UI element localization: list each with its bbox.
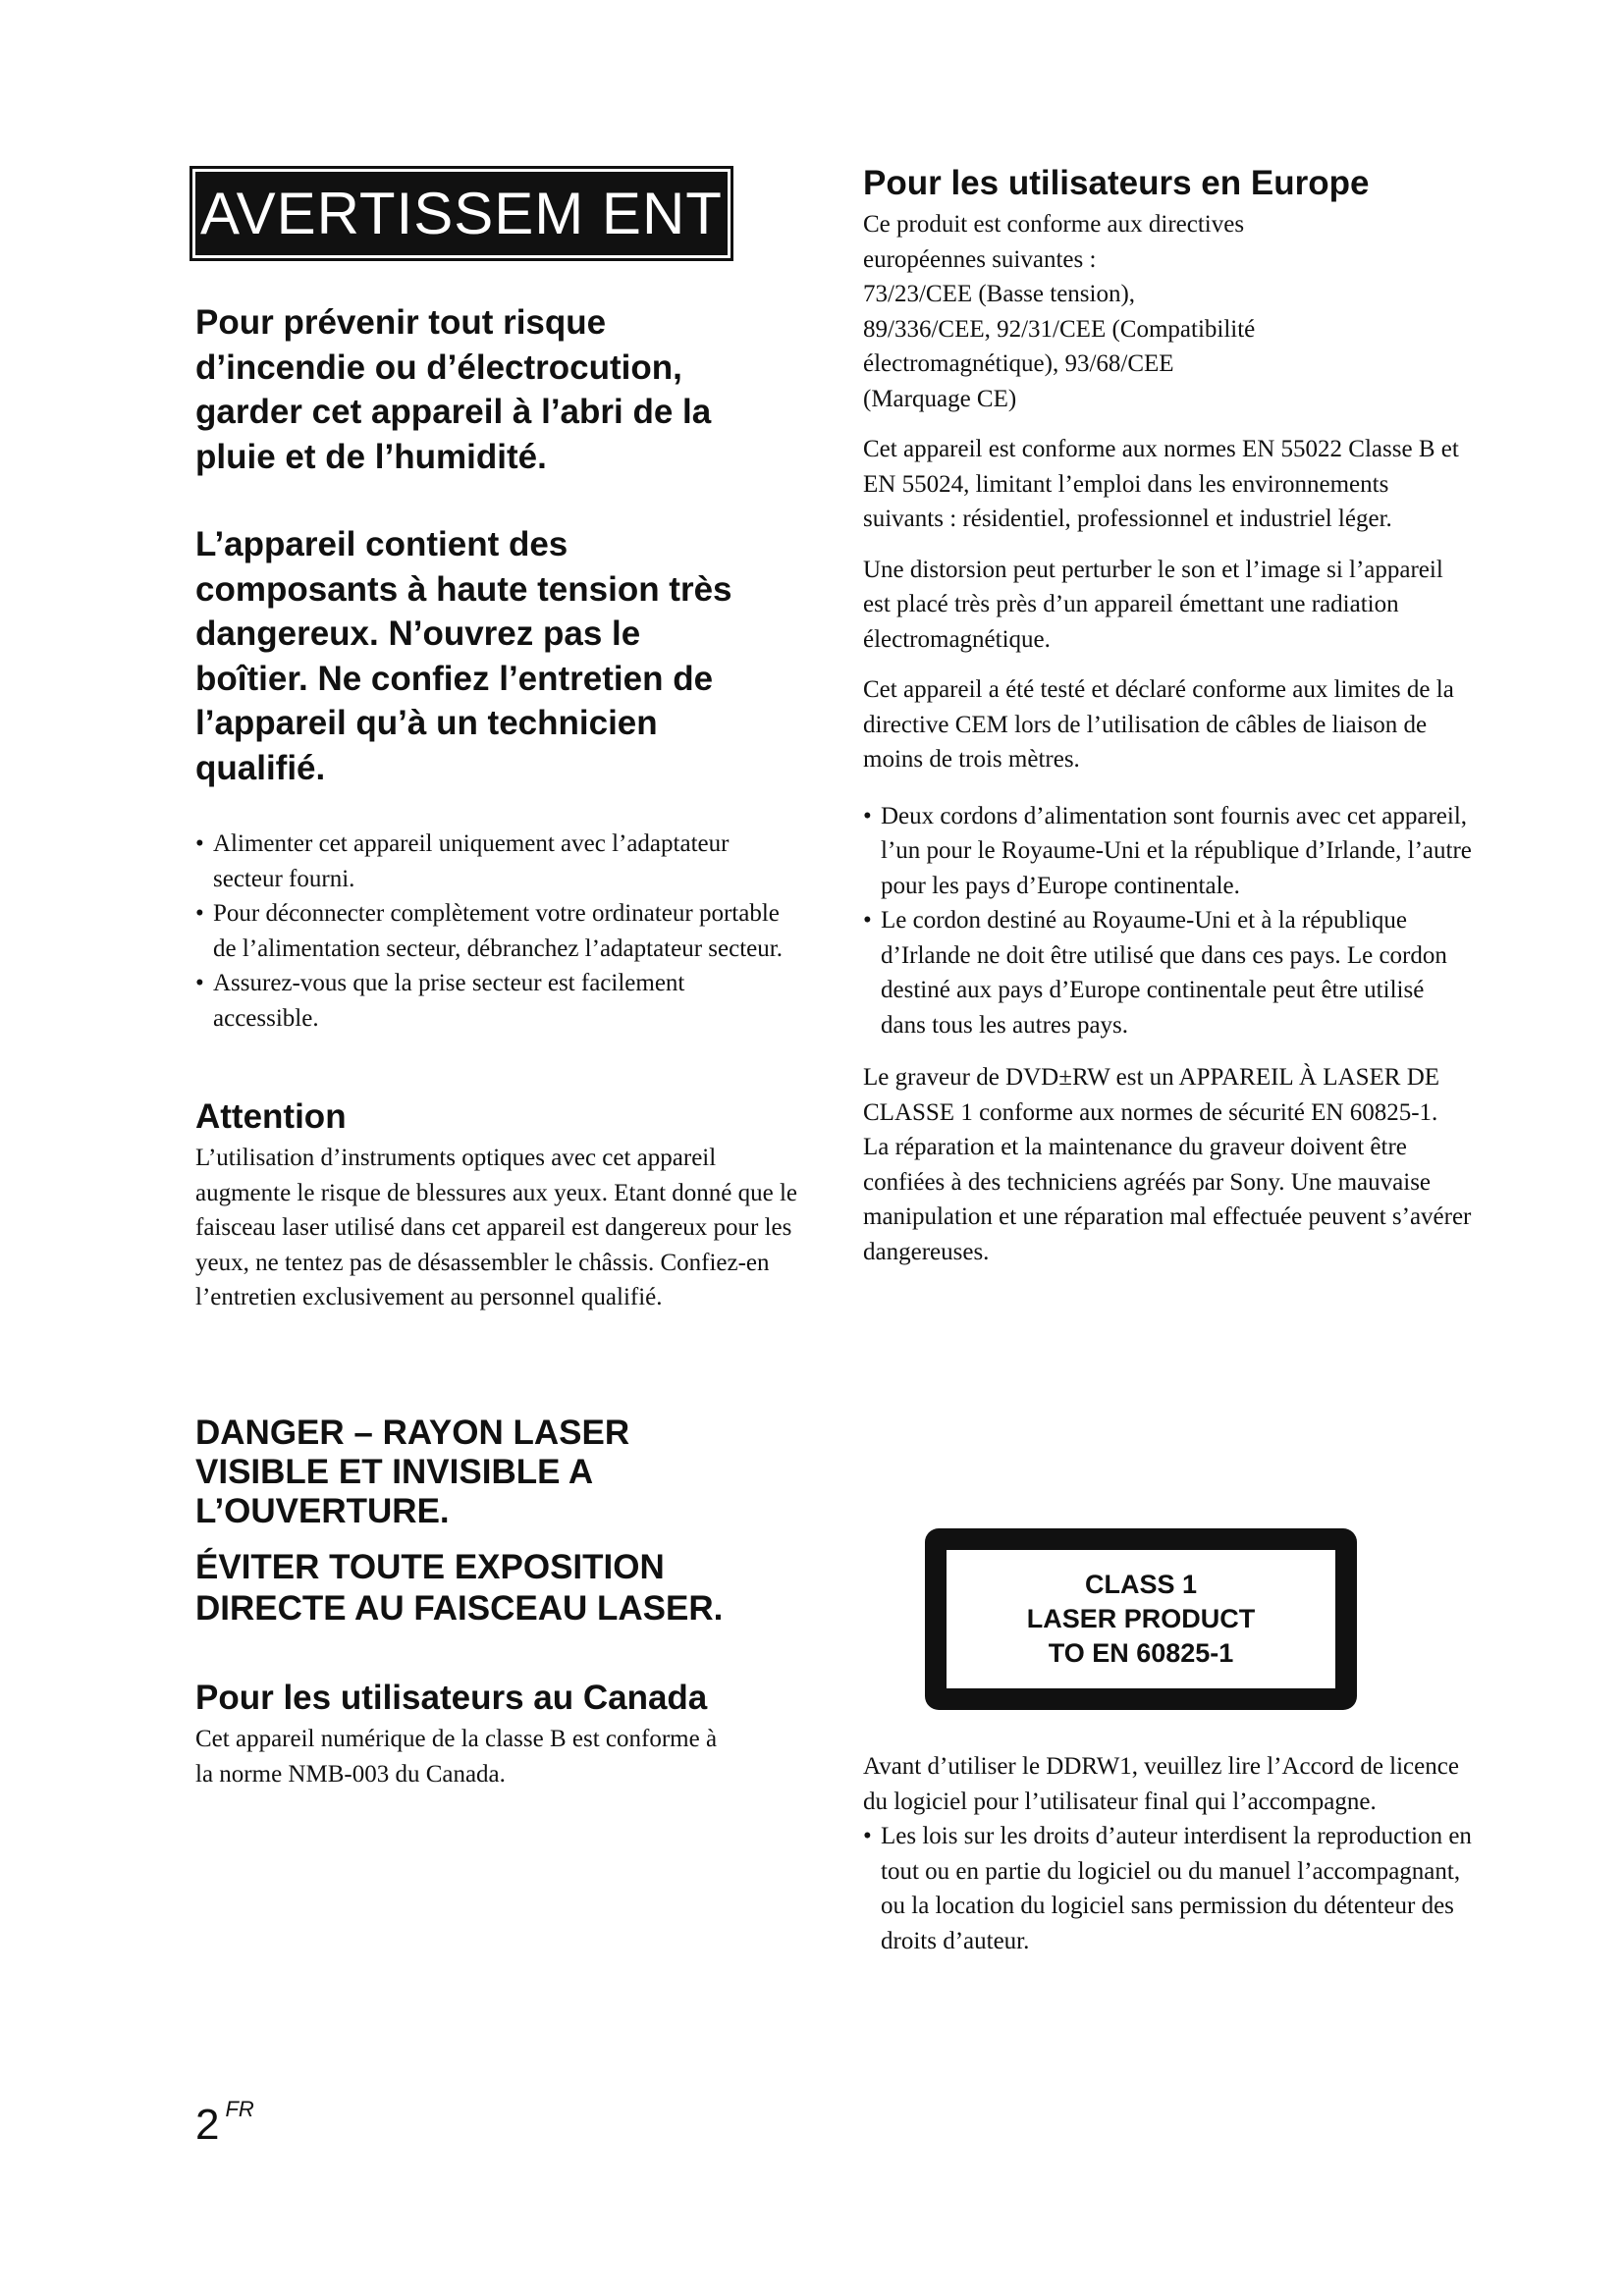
list-item: • Les lois sur les droits d’auteur interdisent la reproduction en tout ou en partie du logiciel ou du manuel l’accompagnant, ou la location du logiciel sans permission du détenteur des droits d’auteur.: [863, 1819, 1472, 1958]
avoid-exposure-line: DIRECTE AU FAISCEAU LASER.: [195, 1589, 724, 1628]
europe-heading: Pour les utilisateurs en Europe: [863, 164, 1370, 202]
licence-section: [863, 1749, 1472, 1958]
dvd-burner-repair-text: La réparation et la maintenance du graveur doivent être confiées à des techniciens agréés par Sony. Une mauvaise manipulation et une réparation mal effectuée peuvent s’avérer dangereuses.: [863, 1134, 1472, 1265]
canada-section: [195, 1679, 804, 1791]
europe-directive-line: 89/336/CEE, 92/31/CEE (Compatibilité: [863, 315, 1256, 343]
list-item: • Pour déconnecter complètement votre ordinateur portable de l’alimentation secteur, débranchez l’adaptateur secteur.: [195, 896, 785, 966]
europe-directive-line: Ce produit est conforme aux directives: [863, 211, 1245, 238]
canada-text: Cet appareil numérique de la classe B est conforme à la norme NMB-003 du Canada.: [195, 1726, 718, 1788]
avoid-exposure-warning: [195, 1547, 824, 1629]
licence-text: Avant d’utiliser le DDRW1, veuillez lire l’Accord de licence du logiciel pour l’utilisateur final qui l’accompagne.: [863, 1753, 1459, 1815]
list-item: • Assurez-vous que la prise secteur est facilement accessible.: [195, 966, 785, 1036]
warning-high-voltage: [195, 522, 804, 790]
attention-section: [195, 1097, 804, 1315]
power-cord-bullet-list: [863, 799, 1472, 1043]
warning-voltage-line: composants à haute tension très: [195, 569, 732, 609]
danger-line: VISIBLE ET INVISIBLE A: [195, 1453, 594, 1491]
warning-voltage-line: L’appareil contient des: [195, 525, 568, 563]
laser-label-line: TO EN 60825-1: [1048, 1638, 1234, 1668]
europe-directive-line: électromagnétique), 93/68/CEE: [863, 350, 1174, 377]
list-item: • Deux cordons d’alimentation sont fournis avec cet appareil, l’un pour le Royaume-Uni et la république d’Irlande, l’autre pour les pays d’Europe continentale.: [863, 799, 1472, 904]
warning-fire-line: d’incendie ou d’électrocution,: [195, 347, 682, 387]
canada-heading: Pour les utilisateurs au Canada: [195, 1679, 708, 1717]
list-item: • Le cordon destiné au Royaume-Uni et à la république d’Irlande ne doit être utilisé que dans ces pays. Le cordon destiné aux pays d’Europe continentale peut être utilisé dans tous les autres pays.: [863, 903, 1472, 1042]
europe-distortion-text: Une distorsion peut perturber le son et l’image si l’appareil est placé très près d’un appareil émettant une radiation électromagnétique.: [863, 556, 1443, 653]
warning-voltage-line: l’appareil qu’à un technicien: [195, 704, 658, 742]
laser-label-inner: [947, 1550, 1335, 1688]
europe-directive-line: (Marquage CE): [863, 385, 1017, 412]
laser-label-line: CLASS 1: [1084, 1570, 1198, 1599]
avoid-exposure-line: ÉVITER TOUTE EXPOSITION: [195, 1548, 665, 1586]
page-title: AVERTISSEM ENT: [195, 172, 728, 255]
danger-line: DANGER – RAYON LASER: [195, 1414, 630, 1452]
warning-voltage-line: qualifié.: [195, 748, 326, 787]
page-number-value: 2: [195, 2101, 220, 2149]
europe-directive-line: européennes suivantes :: [863, 245, 1097, 273]
laser-label-line: LASER PRODUCT: [1026, 1604, 1256, 1633]
list-item: • Alimenter cet appareil uniquement avec l’adaptateur secteur fourni.: [195, 827, 785, 896]
laser-product-label: [925, 1528, 1357, 1710]
danger-warning: [195, 1414, 824, 1531]
warning-voltage-line: boîtier. Ne confiez l’entretien de: [195, 659, 714, 698]
safety-bullet-list: [195, 827, 785, 1036]
warning-fire-line: pluie et de l’humidité.: [195, 437, 547, 476]
page-number: [195, 2097, 254, 2150]
warning-fire-line: garder cet appareil à l’abri de la: [195, 393, 712, 431]
attention-text: L’utilisation d’instruments optiques avec cet appareil augmente le risque de blessures aux yeux. Etant donné que le faisceau laser utilisé dans cet appareil est dangereux pour les yeux, ne tentez pas de désassembler le châssis. Confiez-en l’entretien exclusivement au personnel qualifié.: [195, 1145, 798, 1310]
attention-heading: Attention: [195, 1097, 347, 1136]
warning-fire: [195, 300, 804, 479]
warning-fire-line: Pour prévenir tout risque: [195, 303, 607, 342]
europe-cem-text: Cet appareil a été testé et déclaré conforme aux limites de la directive CEM lors de l’utilisation de câbles de liaison de moins de trois mètres.: [863, 676, 1454, 773]
europe-directive-line: 73/23/CEE (Basse tension),: [863, 281, 1136, 307]
europe-norms-text: Cet appareil est conforme aux normes EN 55022 Classe B et EN 55024, limitant l’emploi dans les environnements suivants : résidentiel, professionnel et industriel léger.: [863, 436, 1459, 532]
europe-directives: [863, 207, 1472, 416]
copyright-bullet-list: [863, 1819, 1472, 1958]
europe-section: [863, 164, 1472, 1269]
warning-voltage-line: dangereux. N’ouvrez pas le: [195, 614, 641, 653]
page-language-code: FR: [225, 2097, 254, 2121]
dvd-burner-laser-text: Le graveur de DVD±RW est un APPAREIL À LASER DE CLASSE 1 conforme aux normes de sécurité EN 60825-1.: [863, 1064, 1440, 1126]
danger-line: L’OUVERTURE.: [195, 1492, 450, 1530]
